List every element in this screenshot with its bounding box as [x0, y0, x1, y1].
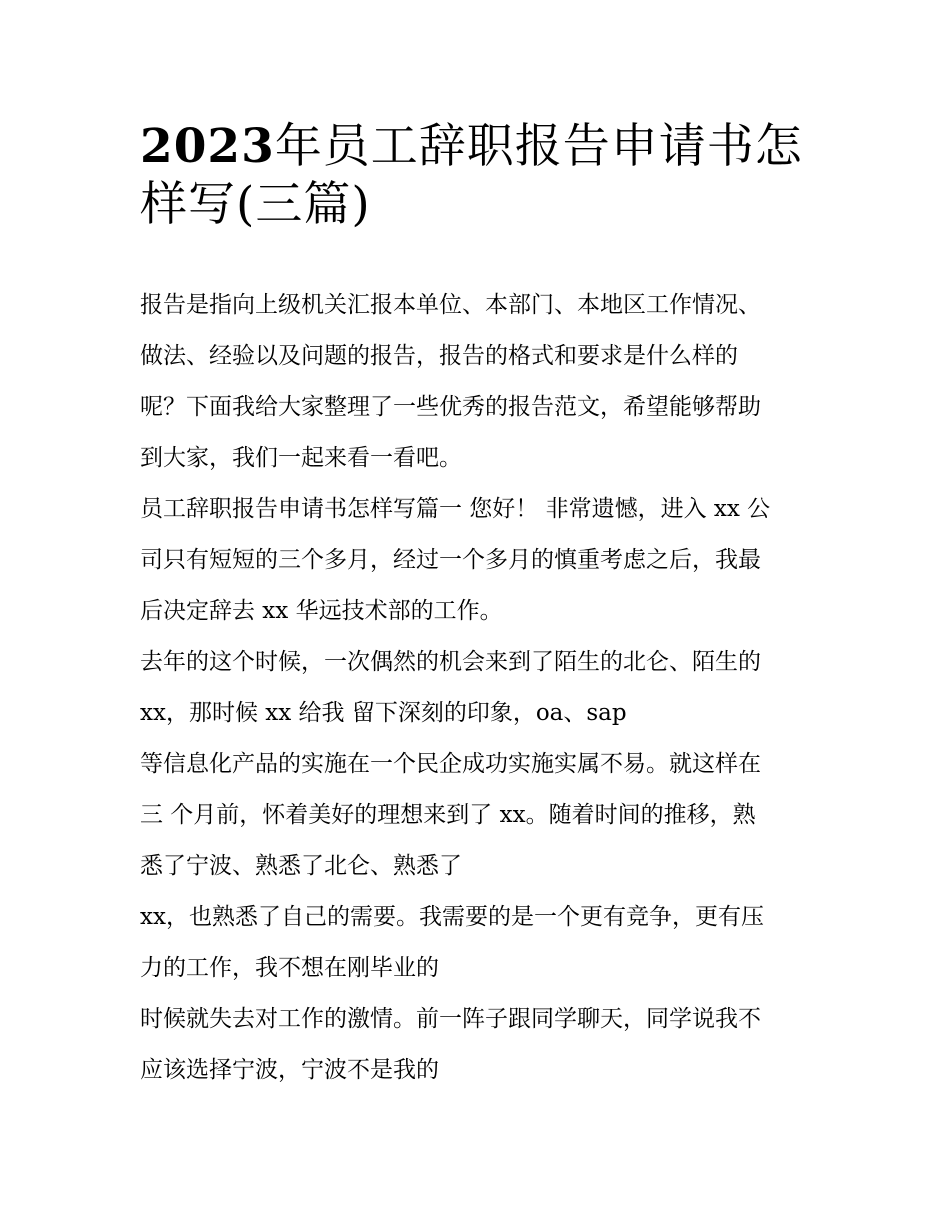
- body-line: 时候就失去对工作的激情。前一阵子跟同学聊天，同学说我不: [140, 1006, 761, 1032]
- title-year: 2023: [140, 119, 275, 174]
- body-line: xx，也熟悉了自己的需要。我需要的是一个更有竞争，更有压: [140, 904, 764, 930]
- body-line: 三 个月前，怀着美好的理想来到了 xx。随着时间的推移，熟: [140, 802, 756, 828]
- body-line: 司只有短短的三个多月，经过一个多月的慎重考虑之后，我最: [140, 547, 761, 573]
- document-title: [140, 118, 820, 234]
- body-line: 等信息化产品的实施在一个民企成功实施实属不易。就这样在: [140, 751, 761, 777]
- body-line: 报告是指向上级机关汇报本单位、本部门、本地区工作情况、: [140, 292, 761, 318]
- body-line: 到大家，我们一起来看一看吧。: [140, 445, 462, 471]
- body-line: 员工辞职报告申请书怎样写篇一 您好！ 非常遗憾，进入 xx 公: [140, 496, 771, 522]
- body-line: 悉了宁波、熟悉了北仑、熟悉了: [140, 853, 462, 879]
- body-line: 做法、经验以及问题的报告，报告的格式和要求是什么样的: [140, 343, 738, 369]
- body-line: 力的工作，我不想在刚毕业的: [140, 955, 439, 981]
- body-line: 呢？下面我给大家整理了一些优秀的报告范文，希望能够帮助: [140, 394, 761, 420]
- title-line2-text: 样写(三篇): [140, 177, 371, 232]
- body-line: 应该选择宁波，宁波不是我的: [140, 1057, 439, 1083]
- body-line: xx，那时候 xx 给我 留下深刻的印象，oa、sap: [140, 700, 627, 726]
- document-body: [140, 280, 820, 1096]
- body-line: 去年的这个时候，一次偶然的机会来到了陌生的北仑、陌生的: [140, 649, 761, 675]
- title-line1-text: 年员工辞职报告申请书怎: [274, 119, 803, 174]
- body-line: 后决定辞去 xx 华远技术部的工作。: [140, 598, 503, 624]
